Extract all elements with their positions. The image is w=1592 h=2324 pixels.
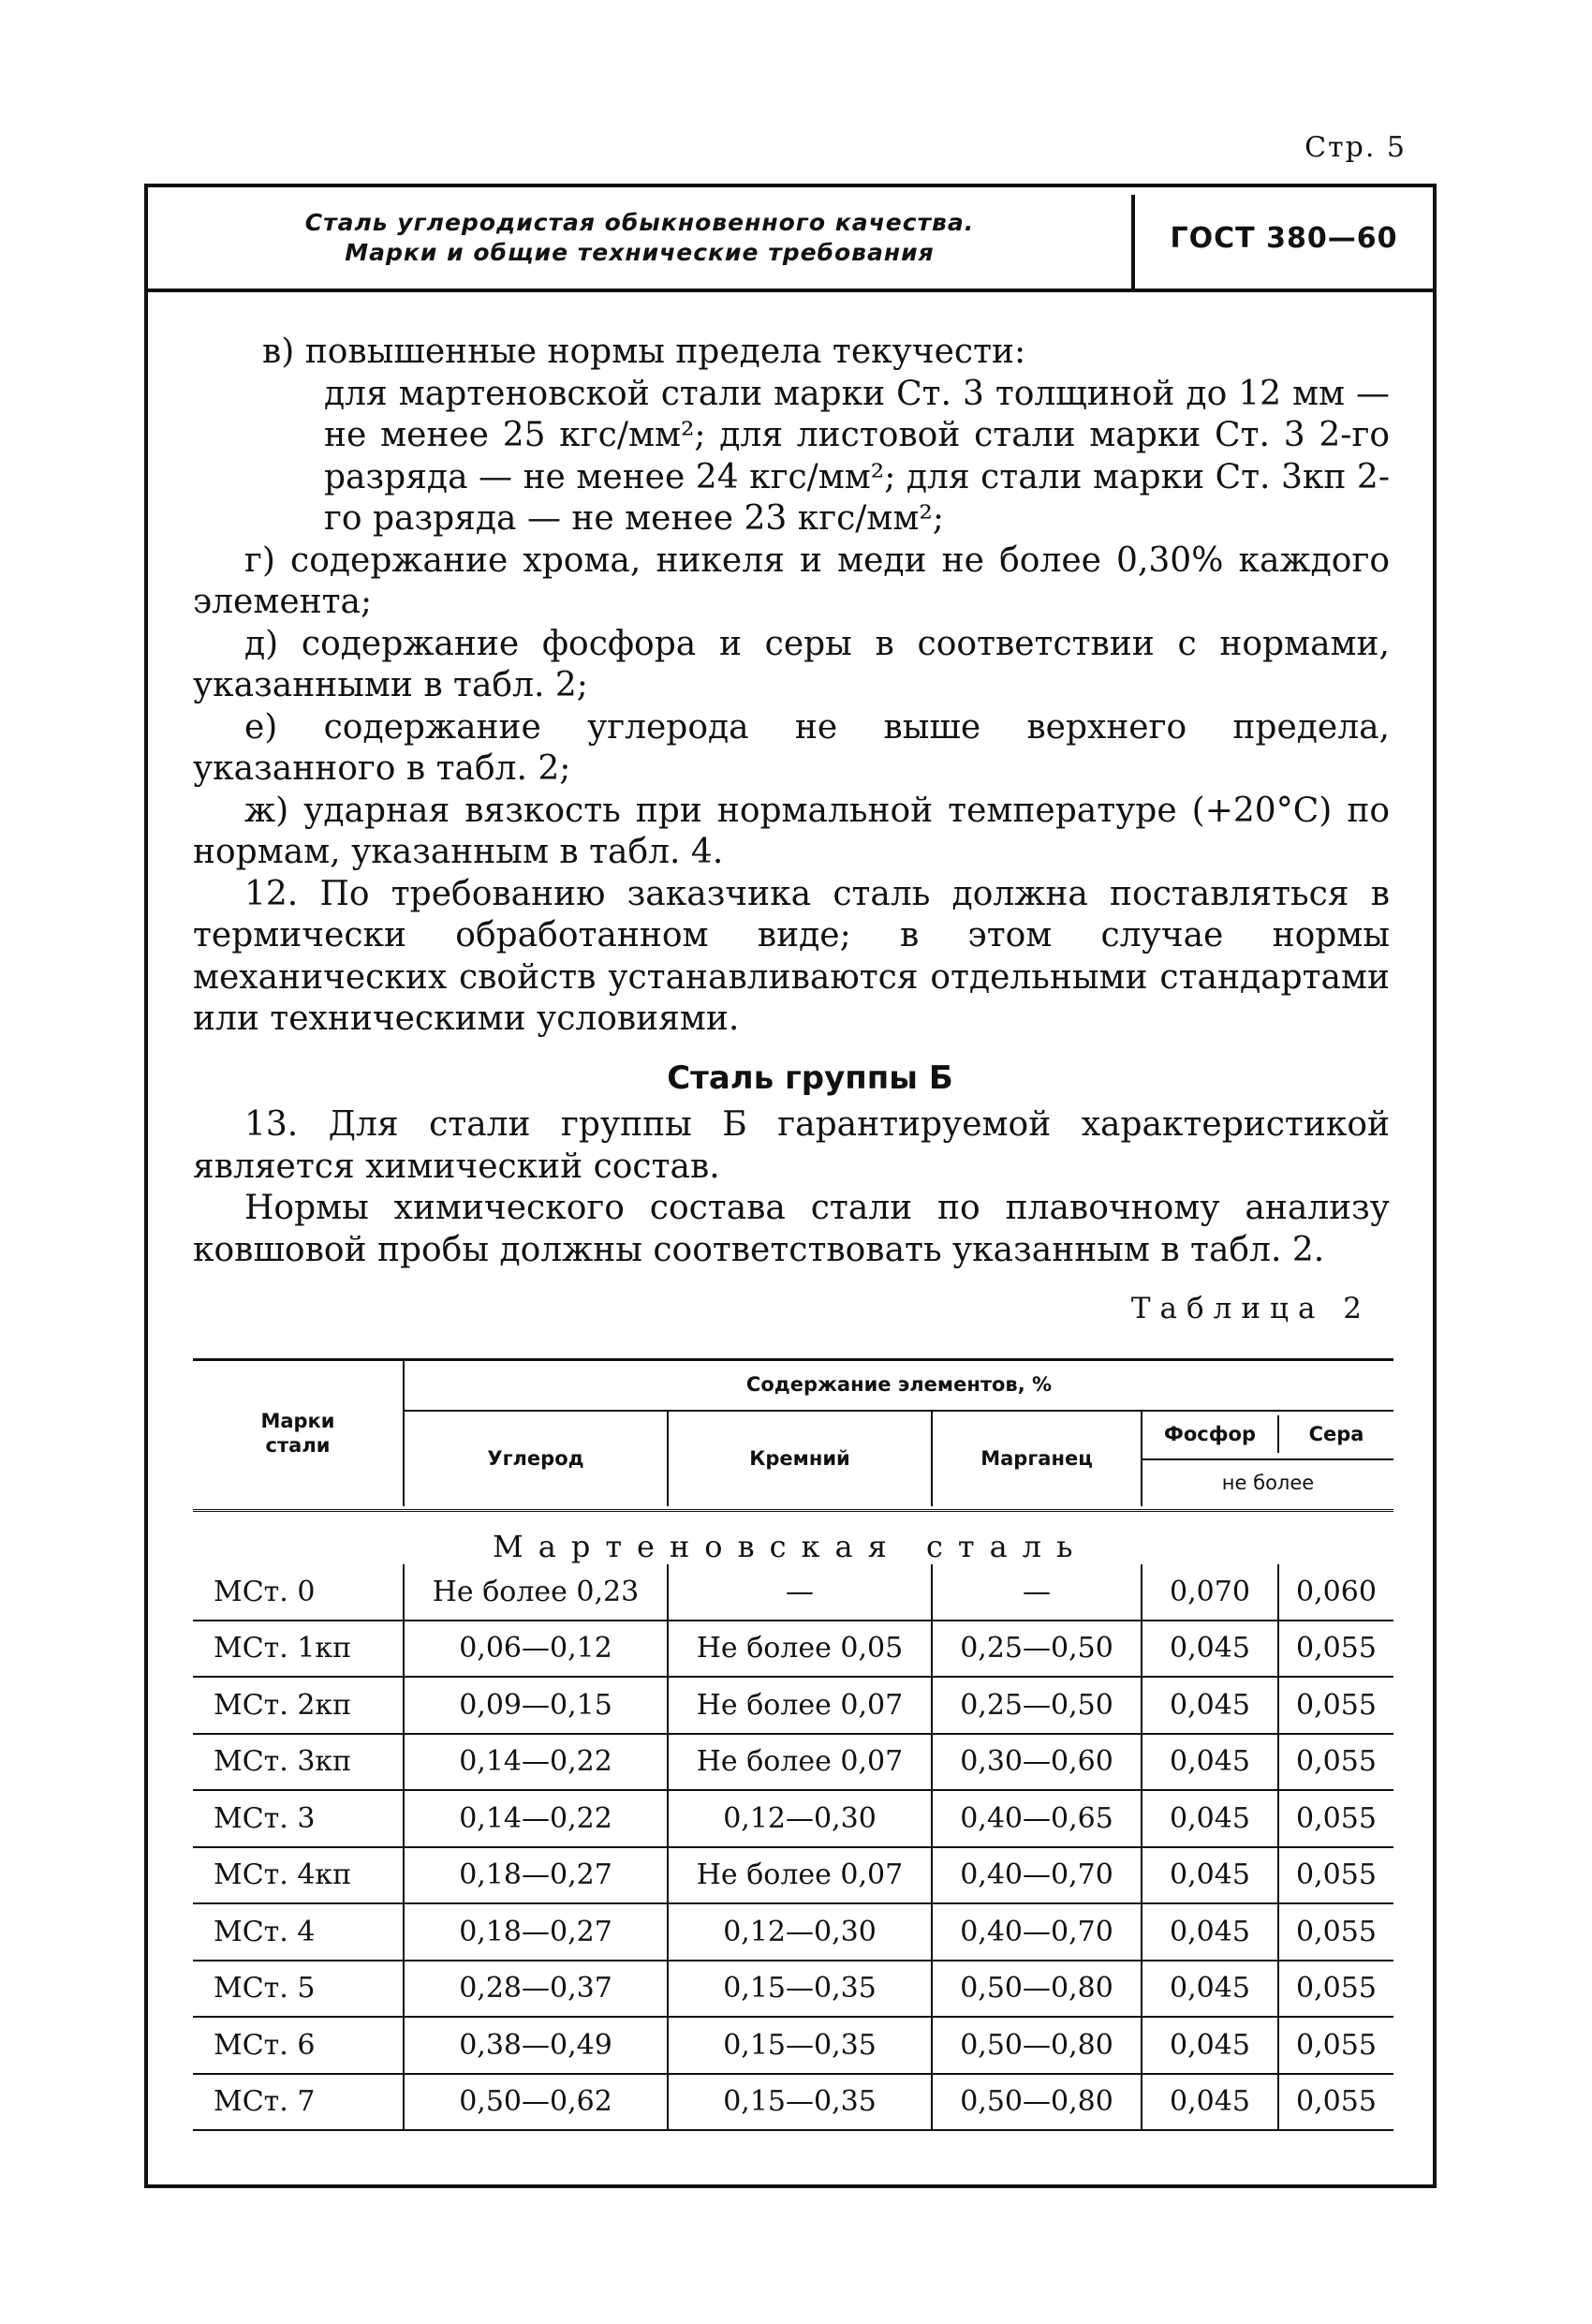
cell-silicon: 0,15—0,35 — [667, 2018, 931, 2073]
cell-manganese: 0,25—0,50 — [931, 1621, 1141, 1677]
cell-sulfur: 0,060 — [1277, 1564, 1393, 1620]
cell-manganese: 0,50—0,80 — [931, 2075, 1141, 2130]
cell-manganese: 0,30—0,60 — [931, 1735, 1141, 1790]
cell-carbon: 0,14—0,22 — [403, 1791, 667, 1846]
cell-carbon: 0,06—0,12 — [403, 1621, 667, 1677]
document-body — [193, 332, 1390, 1330]
cell-carbon: 0,28—0,37 — [403, 1961, 667, 2017]
table-row — [193, 1621, 1393, 1679]
page-number: Стр. 5 — [1305, 131, 1407, 164]
cell-manganese: — — [931, 1564, 1141, 1620]
cell-grade: МСт. 4 — [214, 1915, 316, 1948]
cell-carbon: 0,14—0,22 — [403, 1735, 667, 1790]
cell-carbon: 0,18—0,27 — [403, 1904, 667, 1960]
cell-carbon: 0,18—0,27 — [403, 1848, 667, 1903]
col-sulfur-header: Сера — [1308, 1423, 1364, 1446]
item-zh: ж) ударная вязкость при нормальной температуре (+20°С) по нормам, указанным в табл. 4. — [193, 791, 1390, 871]
table-row — [193, 1735, 1393, 1792]
standard-title-line1: Сталь углеродистая обыкновенного качества. — [304, 208, 975, 236]
cell-sulfur: 0,055 — [1277, 2075, 1393, 2130]
table-row — [193, 1791, 1393, 1848]
cell-silicon: 0,15—0,35 — [667, 1961, 931, 2017]
col-max-note: не более — [1221, 1471, 1315, 1494]
cell-grade: МСт. 0 — [214, 1575, 316, 1608]
item-v-text: для мартеновской стали марки Ст. 3 толщиной до 12 мм — не менее 25 кгс/мм²; для листовой стали марки Ст. 3 2-го разряда — не менее 24 кгс/мм²; для стали марки Ст. 3кп 2-го разряда — не менее 23 кгс/мм²; — [324, 374, 1390, 538]
col-phosphorus-header: Фосфор — [1164, 1423, 1256, 1446]
cell-grade: МСт. 5 — [214, 1972, 316, 2006]
table-row — [193, 1678, 1393, 1735]
cell-sulfur: 0,055 — [1277, 1904, 1393, 1960]
item-12: 12. По требованию заказчика сталь должна поставляться в термически обработанном виде; в этом случае нормы механических свойств устанавливаются отдельными стандартами или техническими условиями. — [193, 874, 1390, 1038]
item-g: г) содержание хрома, никеля и меди не более 0,30% каждого элемента; — [193, 540, 1390, 621]
col-manganese-header: Марганец — [980, 1446, 1093, 1470]
col-group-header: Содержание элементов, % — [745, 1373, 1053, 1397]
cell-phosphorus: 0,045 — [1141, 1904, 1277, 1960]
cell-phosphorus: 0,045 — [1141, 1961, 1277, 2017]
cell-manganese: 0,50—0,80 — [931, 1961, 1141, 2017]
cell-grade: МСт. 6 — [214, 2028, 316, 2062]
cell-manganese: 0,40—0,65 — [931, 1791, 1141, 1846]
cell-silicon: Не более 0,07 — [667, 1735, 931, 1790]
table-row — [193, 1848, 1393, 1905]
cell-grade: МСт. 1кп — [214, 1632, 352, 1665]
composition-table — [193, 1358, 1393, 2131]
table-row — [193, 1961, 1393, 2019]
cell-silicon: — — [667, 1564, 931, 1620]
cell-silicon: Не более 0,07 — [667, 1848, 931, 1903]
table-row — [193, 1564, 1393, 1621]
table-caption: Таблица 2 — [1130, 1292, 1371, 1325]
cell-sulfur: 0,055 — [1277, 1678, 1393, 1733]
cell-carbon: Не более 0,23 — [403, 1564, 667, 1620]
cell-carbon: 0,09—0,15 — [403, 1678, 667, 1733]
cell-phosphorus: 0,070 — [1141, 1564, 1277, 1620]
cell-phosphorus: 0,045 — [1141, 1678, 1277, 1733]
cell-grade: МСт. 3 — [214, 1801, 316, 1835]
cell-sulfur: 0,055 — [1277, 1961, 1393, 2017]
col-carbon-header: Углерод — [487, 1446, 584, 1470]
cell-phosphorus: 0,045 — [1141, 1848, 1277, 1903]
document-header — [148, 187, 1433, 292]
cell-sulfur: 0,055 — [1277, 2018, 1393, 2073]
cell-sulfur: 0,055 — [1277, 1848, 1393, 1903]
standard-title-line2: Марки и общие технические требования — [345, 239, 935, 266]
standard-title — [148, 187, 1131, 289]
table-row — [193, 2018, 1393, 2075]
cell-silicon: 0,15—0,35 — [667, 2075, 931, 2130]
cell-phosphorus: 0,045 — [1141, 2075, 1277, 2130]
standard-code: ГОСТ 380—60 — [1170, 221, 1398, 255]
col-silicon-header: Кремний — [749, 1446, 850, 1470]
cell-sulfur: 0,055 — [1277, 1791, 1393, 1846]
cell-sulfur: 0,055 — [1277, 1621, 1393, 1677]
cell-grade: МСт. 4кп — [214, 1858, 352, 1892]
item-d: д) содержание фосфора и серы в соответствии с нормами, указанными в табл. 2; — [193, 624, 1390, 704]
table-body — [193, 1564, 1393, 2131]
cell-grade: МСт. 7 — [214, 2085, 316, 2119]
para-norms: Нормы химического состава стали по плавочному анализу ковшовой пробы должны соответствовать указанным в табл. 2. — [193, 1189, 1390, 1269]
cell-silicon: 0,12—0,30 — [667, 1791, 931, 1846]
cell-carbon: 0,38—0,49 — [403, 2018, 667, 2073]
cell-phosphorus: 0,045 — [1141, 2018, 1277, 2073]
cell-phosphorus: 0,045 — [1141, 1791, 1277, 1846]
section-title: Сталь группы Б — [667, 1058, 953, 1097]
cell-grade: МСт. 2кп — [214, 1688, 352, 1722]
cell-manganese: 0,50—0,80 — [931, 2018, 1141, 2073]
item-v-intro: в) повышенные нормы предела текучести: — [262, 333, 1026, 371]
cell-phosphorus: 0,045 — [1141, 1621, 1277, 1677]
table-header — [193, 1358, 1393, 1512]
cell-sulfur: 0,055 — [1277, 1735, 1393, 1790]
cell-carbon: 0,50—0,62 — [403, 2075, 667, 2130]
cell-silicon: 0,12—0,30 — [667, 1904, 931, 1960]
cell-manganese: 0,25—0,50 — [931, 1678, 1141, 1733]
item-13: 13. Для стали группы Б гарантируемой характеристикой является химический состав. — [193, 1105, 1390, 1186]
cell-silicon: Не более 0,05 — [667, 1621, 931, 1677]
item-e: е) содержание углерода не выше верхнего предела, указанного в табл. 2; — [193, 707, 1390, 788]
col-grade-header: Марки стали — [260, 1410, 335, 1457]
cell-manganese: 0,40—0,70 — [931, 1848, 1141, 1903]
cell-phosphorus: 0,045 — [1141, 1735, 1277, 1790]
cell-grade: МСт. 3кп — [214, 1745, 352, 1779]
cell-silicon: Не более 0,07 — [667, 1678, 931, 1733]
table-row — [193, 1904, 1393, 1961]
table-row — [193, 2075, 1393, 2132]
cell-manganese: 0,40—0,70 — [931, 1904, 1141, 1960]
group-label-martin-steel: Мартеновская сталь — [493, 1529, 1088, 1564]
